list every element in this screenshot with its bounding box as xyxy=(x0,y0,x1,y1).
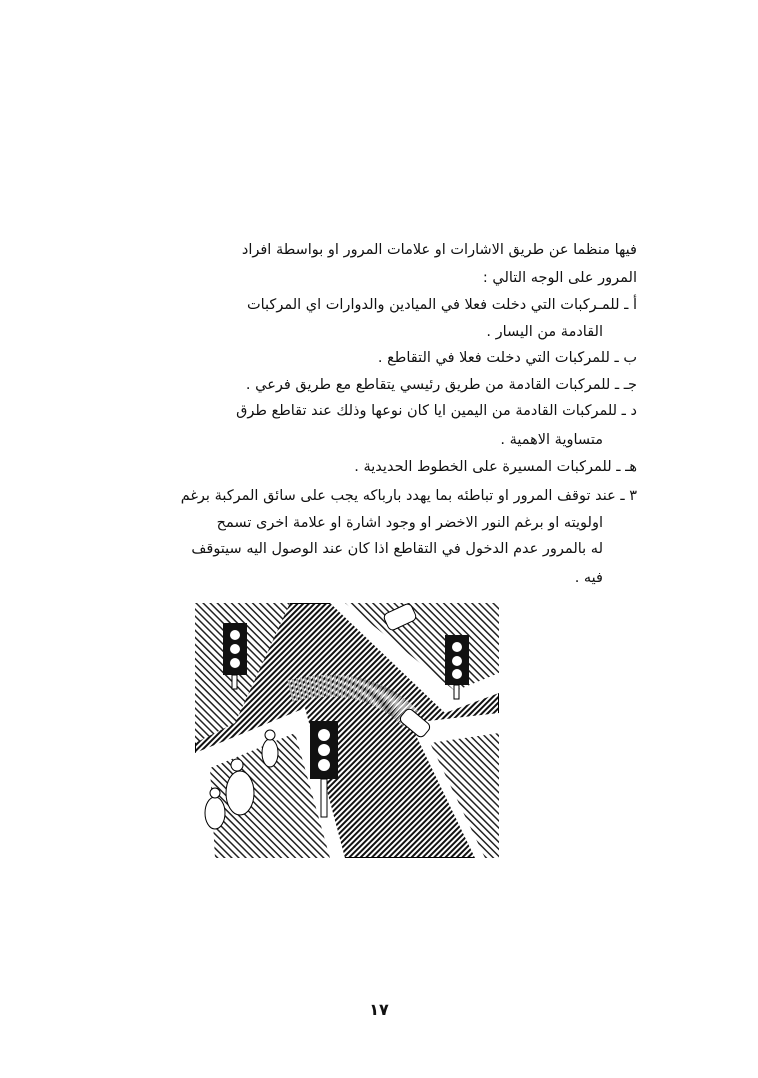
list-item-a: أ ـ للمـركبات التي دخلت فعلا في الميادين والدوارات اي المركبات xyxy=(246,297,637,313)
text-line: اولويته او برغم النور الاخضر او وجود اشارة او علامة اخرى تسمح xyxy=(216,515,603,531)
list-item-d: د ـ للمركبات القادمة من اليمين ايا كان نوعها وذلك عند تقاطع طرق xyxy=(236,403,637,419)
paragraph-3: ٣ ـ عند توقف المرور او تباطئه بما يهدد بارباكه يجب على سائق المركبة برغم xyxy=(180,488,637,504)
text-line: له بالمرور عدم الدخول في التقاطع اذا كان عند الوصول اليه سيتوقف xyxy=(191,541,603,557)
page-number: ١٧ xyxy=(369,1000,389,1019)
list-item-c: جـ ـ للمركبات القادمة من طريق رئيسي يتقاطع مع طريق فرعي . xyxy=(245,377,637,393)
text-line: متساوية الاهمية . xyxy=(500,432,603,448)
list-item-e: هـ ـ للمركبات المسيرة على الخطوط الحديدية . xyxy=(354,459,637,475)
text-line: فيه . xyxy=(574,570,603,586)
text-line: القادمة من اليسار . xyxy=(486,324,603,340)
text-line: فيها منظما عن طريق الاشارات او علامات المرور او بواسطة افراد xyxy=(241,242,637,258)
intersection-illustration xyxy=(195,603,499,858)
text-line: المرور على الوجه التالي : xyxy=(482,270,637,286)
list-item-b: ب ـ للمركبات التي دخلت فعلا في التقاطع . xyxy=(377,350,637,366)
